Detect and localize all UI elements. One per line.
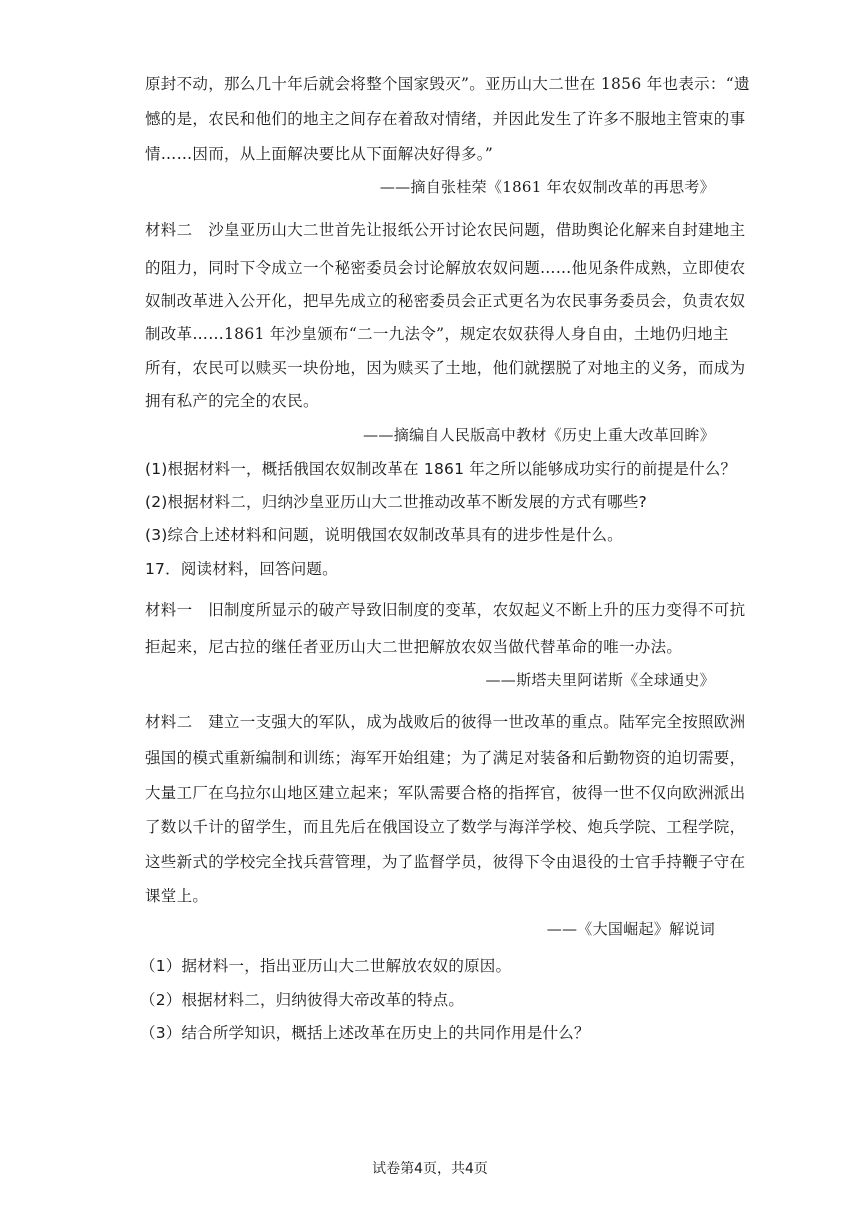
text-line: 拥有私产的完全的农民。 [145, 392, 319, 410]
text-line: 憾的是，农民和他们的地主之间存在着敌对情绪，并因此发生了许多不服地主管束的事 [145, 110, 746, 128]
source-citation: ——摘自张桂荣《1861 年农奴制改革的再思考》 [379, 178, 715, 196]
text-line: 材料二 建立一支强大的军队，成为战败后的彼得一世改革的重点。陆军完全按照欧洲 [145, 713, 746, 731]
text-line: 了数以千计的留学生，而且先后在俄国设立了数学与海洋学校、炮兵学院、工程学院， [145, 818, 746, 836]
source-citation: ——斯塔夫里阿诺斯《全球通史》 [485, 671, 715, 689]
page-footer: 试卷第4页，共4页 [372, 1161, 488, 1177]
text-line: 材料一 旧制度所显示的破产导致旧制度的变革，农奴起义不断上升的压力变得不可抗 [145, 601, 746, 619]
source-citation: ——《大国崛起》解说词 [546, 920, 715, 938]
text-line: 强国的模式重新编制和训练；海军开始组建；为了满足对装备和后勤物资的迫切需要， [145, 749, 746, 767]
text-line: 的阻力，同时下令成立一个秘密委员会讨论解放农奴问题……他见条件成熟，立即使农 [145, 259, 746, 277]
text-line: 所有，农民可以赎买一块份地，因为赎买了土地，他们就摆脱了对地主的义务，而成为 [145, 359, 746, 377]
text-line: 大量工厂在乌拉尔山地区建立起来；军队需要合格的指挥官，彼得一世不仅向欧洲派出 [145, 784, 746, 802]
subquestion: (2)根据材料二，归纳沙皇亚历山大二世推动改革不断发展的方式有哪些? [145, 493, 647, 511]
subquestion: （2）根据材料二，归纳彼得大帝改革的特点。 [140, 991, 465, 1009]
source-citation: ——摘编自人民版高中教材《历史上重大改革回眸》 [363, 426, 715, 444]
text-line: 课堂上。 [145, 887, 209, 905]
text-line: 这些新式的学校完全找兵营管理，为了监督学员，彼得下令由退役的士官手持鞭子守在 [145, 853, 746, 871]
subquestion: （1）据材料一，指出亚历山大二世解放农奴的原因。 [140, 957, 512, 975]
text-line: 情……因而，从上面解决要比从下面解决好得多。” [145, 145, 494, 163]
text-line: 材料二 沙皇亚历山大二世首先让报纸公开讨论农民问题，借助舆论化解来自封建地主 [145, 221, 746, 239]
subquestion: (1)根据材料一，概括俄国农奴制改革在 1861 年之所以能够成功实行的前提是什么？ [145, 460, 737, 478]
subquestion: （3）结合所学知识，概括上述改革在历史上的共同作用是什么？ [140, 1024, 590, 1042]
text-line: 拒起来，尼古拉的继任者亚历山大二世把解放农奴当做代替革命的唯一办法。 [145, 638, 683, 656]
text-line: 原封不动，那么几十年后就会将整个国家毁灭”。亚历山大二世在 1856 年也表示：“遗 [145, 75, 750, 93]
text-line: 制改革……1861 年沙皇颁布“二一九法令”，规定农奴获得人身自由，土地仍归地主 [145, 325, 729, 343]
question-17-title: 17．阅读材料，回答问题。 [145, 560, 338, 578]
text-line: 奴制改革进入公开化，把早先成立的秘密委员会正式更名为农民事务委员会，负责农奴 [145, 292, 746, 310]
subquestion: (3)综合上述材料和问题，说明俄国农奴制改革具有的进步性是什么。 [145, 526, 623, 544]
